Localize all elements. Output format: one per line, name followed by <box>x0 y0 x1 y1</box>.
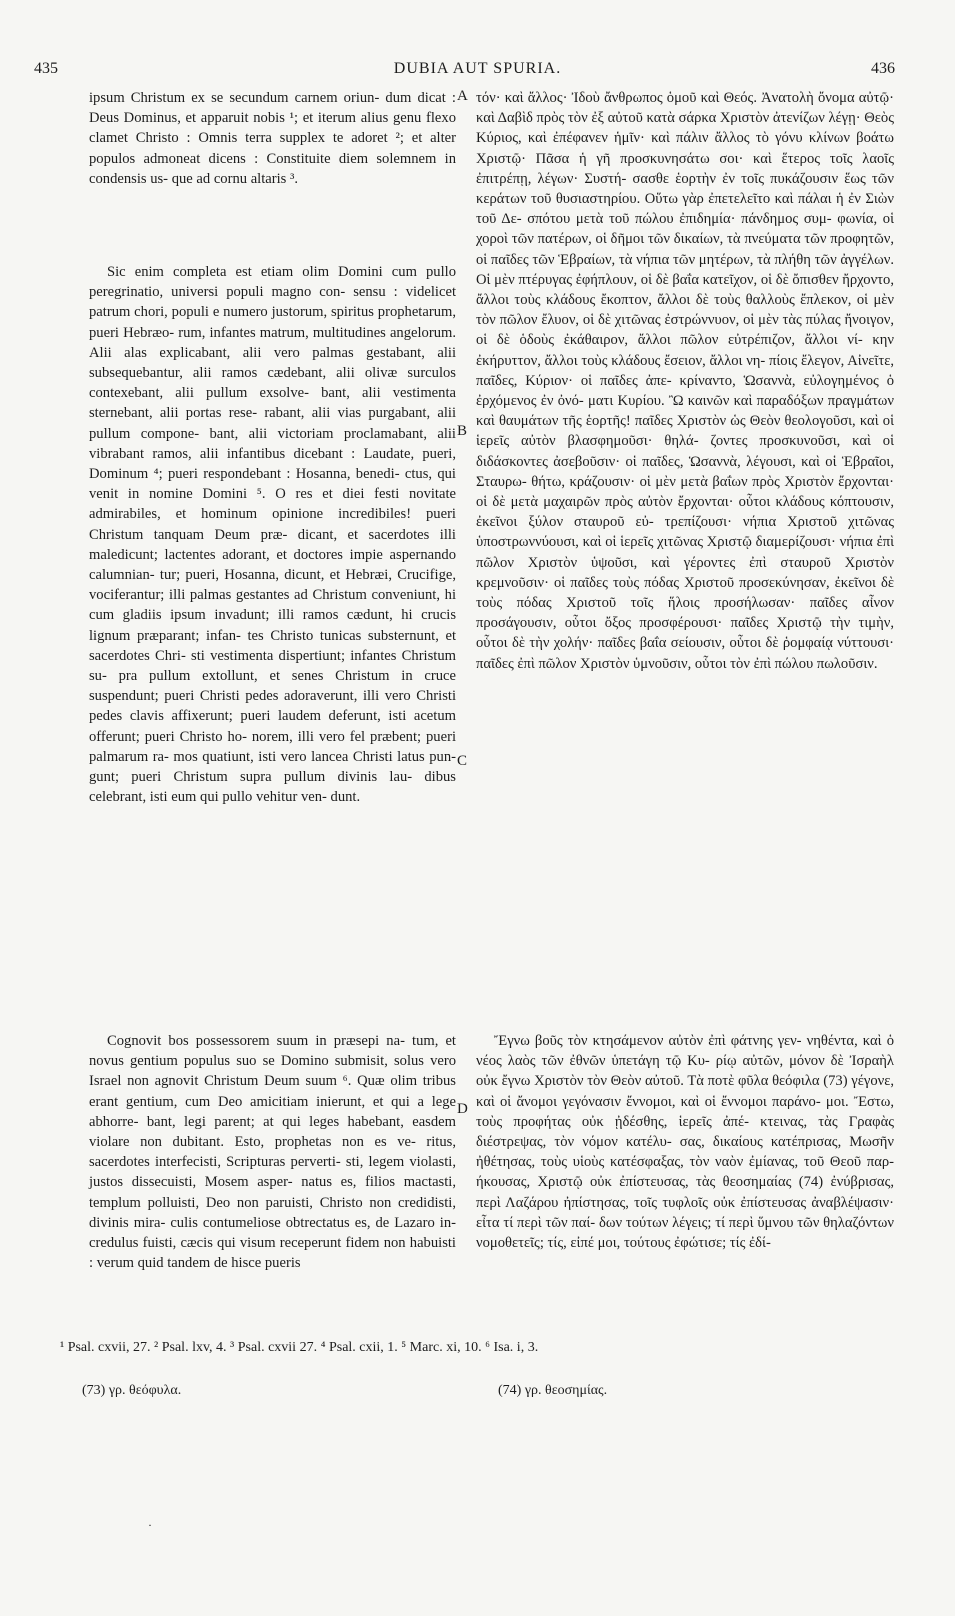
ink-speck: · <box>148 1518 152 1532</box>
greek-paragraph-3: Ἔγνω βοῦς τὸν κτησάμενον αὐτὸν ἐπὶ φάτνης γεν- νηθέντα, καὶ ὁ νέος λαὸς τῶν ἐθνῶν ὑπετάγη τῷ Κυ- ρίῳ αὐτῶν, μόνον δὲ Ἰσραὴλ οὐκ ἔγνω Χριστὸν τὸν Θεὸν αὐτοῦ. Τὰ ποτὲ φῦλα θεόφιλα (73) γέγονε, καὶ οἱ ἄνομοι γεγόνασιν ἔννομοι, καὶ οἱ ἔννομοι παράνο- μοι. Ἔστω, τοὺς προφήτας οὐκ ᾐδέσθης, ἱερεῖς ἀπέ- κτεινας, τὰς Γραφὰς διέστρεψας, τὸν νόμον κατέλυ- σας, δικαίους κατέπρισας, Μωσῆν ἠθέτησας, τοὺς υἱοὺς κατέσφαξας, τὸν ναὸν ἐμίανας, τοῦ Θεοῦ παρ- ήκουσας, Χριστῷ οὐκ ἐπίστευσας, τὰς θεοσημαίας (74) ἐνύβρισας, περὶ Λαζάρου ἠπίστησας, τοῖς τυφλοῖς οὐκ ἐπίστευσας ἀναβλέψασιν· εἶτα τί περὶ τῶν παί- δων τούτων λέγεις; τί περὶ ὕμνου τῶν θηλαζόντων νομοθετεῖς; τίς, εἰπέ μοι, τούτους ἐφώτισε; τίς ἐδί- <box>476 1033 894 1252</box>
margin-marker-a: A <box>457 88 468 104</box>
variant-note-73: (73) γρ. θεόφυλα. <box>82 1383 182 1398</box>
latin-paragraph-1: ipsum Christum ex se secundum carnem oriun- dum dicat : Deus Dominus, et apparuit nobis ¹; et iterum alius genu flexo clamet Christo : Omnis terra supplex te adoret ²; et alter populos admoneat dicens : Constituite diem solemnem in condensis us- que ad cornu altaris ³. <box>89 90 456 187</box>
latin-paragraph-3: Cognovit bos possessorem suum in præsepi na- tum, et novus gentium populus suo se Domino submisit, solus vero Israel non agnovit Christum Deum suum ⁶. Quæ olim tribus erant gentium, cum Deo amicitiam inierunt, et qui a lege abhorre- bant, legi parent; at qui leges habebant, easdem violare non dubitant. Esto, prophetas non es ve- ritus, sacerdotes interfecisti, Scripturas perverti- sti, legem violasti, justos dissecuisti, Mosem asper- natus es, filios mactasti, templum polluisti, Deo non paruisti, Christo non credidisti, divinis mira- culis contumeliose obtrectatus es, de Lazaro in- credulus fuisti, cæcis qui visum receperunt fidem non habuisti : verum quid tandem de hisce pueris <box>89 1033 456 1272</box>
latin-column-middle <box>89 262 456 807</box>
greek-paragraph-1: τόν· καὶ ἄλλος· Ἰδοὺ ἄνθρωπος ὁμοῦ καὶ Θεός. Ἀνατολὴ ὄνομα αὐτῷ· καὶ Δαβὶδ πρὸς τὸν ἐξ αὐτοῦ κατὰ σάρκα Χριστὸν ἀτενίζων λέγῃ· Θεὸς Κύριος, καὶ ἐπέφανεν ἡμῖν· καὶ πάλιν ἄλλος τὸ γόνυ κλίνων βοάτω Χριστῷ· Πᾶσα ἡ γῆ προσκυνησάτω σοι· καὶ ἕτερος τοῖς λαοῖς ἐπιτρέπῃ, λέγων· Συστή- σασθε ἑορτὴν ἐν τοῖς πυκάζουσιν ἕως τῶν κεράτων τοῦ θυσιαστηρίου. Οὕτω γὰρ ἐπετελεῖτο καὶ πάλαι ἡ ἐν Σιὼν τοῦ Δε- σπότου μετὰ τοῦ πώλου ἐπιδημία· πάνδημος συμ- φωνία, οἱ χοροὶ τῶν πατέρων, οἱ δῆμοι τῶν δικαίων, τὰ πνεύματα τῶν προφητῶν, οἱ παῖδες τῶν Ἑβραίων, τὰ νήπια τῶν μητέρων, τὰ πλήθη τῶν ἀγγέλων. Οἱ μὲν πτέρυγας ἐφήπλουν, οἱ δὲ βαΐα κατεῖχον, οἱ δὲ ὄπισθεν ἤρχοντο, ἄλλοι τοὺς κλάδους ἔκοπτον, ἄλλοι δὲ τοὺς θαλλοὺς ἔπλεκον, οἱ μὲν τὸν πῶλον ἔλυον, οἱ δὲ χιτῶνας ἐστρώννυον, οἱ μὲν τὰς πύλας ἤνοιγον, οἱ δὲ ὁδοὺς ἐκάθαιρον, ἄλλοι πῶλον εὐτρέπιζον, ἄλλοι νί- κην ἐκήρυττον, ἄλλοι τοὺς κλάδους ἔσειον, ἄλλοι νη- πίοις ἔλεγον, Αἰνεῖτε, παῖδες, Κύριον· οἱ παῖδες ἀπε- κρίναντο, Ὡσαννὰ, εὐλογημένος ὁ ἐρχόμενος ἐν ὀνό- ματι Κυρίου. Ὢ καινῶν καὶ παραδόξων πραγμάτων καὶ θαυμάτων τῆς ἑορτῆς! παῖδες Χριστὸν ὡς Θεὸν θεολογοῦσι, καὶ οἱ ἱερεῖς αὐτὸν βλασφημοῦσι· θηλά- ζοντες προσκυνοῦσι, καὶ οἱ διδάσκοντες ἀσεβοῦσιν· οἱ παῖδες, Ὡσαννὰ, λέγουσι, καὶ οἱ Ἑβραῖοι, Σταυρω- θήτω, κράζουσιν· οἱ μὲν μετὰ βαΐων πρὸς Χριστὸν ἔρχονται· οἱ δὲ μετὰ μαχαιρῶν πρὸς αὐτὸν ἔρχονται· οὗτοι κλάδους κόπτουσιν, ἐκεῖνοι ξύλον σταυροῦ εὐ- τρεπίζουσι· νήπια Χριστοῦ χιτῶνας ὑποστρωννύουσι, καὶ οἱ ἱερεῖς χιτῶνας Χριστῷ διαμερίζουσι· νήπια ἐπὶ πῶλον Χριστὸν ὑψοῦσι, καὶ γέροντες ἐπὶ σταυροῦ Χριστὸν κρεμνοῦσιν· οἱ παῖδες τοὺς πόδας Χριστοῦ προσεκύνησαν, ἐκεῖνοι δὲ τοὺς πόδας Χριστοῦ τοῖς ἥλοις προσήλωσαν· παῖδες αἶνον προσάγουσιν, οὗτοι ὄξος προσφέρουσι· παῖδες Χριστῷ τὴν τιμὴν, οὗτοι δὲ τὴν χολήν· παῖδες βαΐα σείουσιν, οὗτοι δὲ ῥομφαίᾳ νύττουσι· παῖδες ἐπὶ πῶλον Χριστὸν ὑμνοῦσιν, οὗτοι τὸν ἐπὶ πώλου πωλοῦσιν. <box>476 90 894 672</box>
latin-paragraph-2: Sic enim completa est etiam olim Domini cum pullo peregrinatio, universi populi magno con- sensu : videlicet patrum chori, populi e numero justorum, spiritus prophetarum, pueri Hebræo- rum, infantes matrum, multitudines angelorum. Alii alas explicabant, alii vero palmas gestabant, alii subsequebantur, alii ramos cædebant, alii olivæ surculos contexebant, alii pullum exsolve- bant, alii vestimenta sternebant, alii portas rese- rabant, alii vias purgabant, alii pullum compone- bant, alii victoriam proclamabant, alii vibrabant ramos, alii infantibus dicebant : Laudate, pueri, Dominum ⁴; pueri respondebant : Hosanna, benedi- ctus, qui venit in nomine Domini ⁵. O res et diei festi novitate admirabiles, et hominum opinione incredibiles! pueri Christum tanquam Deum præ- dicant, et sacerdotes illi maledicunt; lactentes adorant, et doctores impie aspernando calumnian- tur; pueri, Hosanna, dicunt, et Hebræi, Crucifige, vociferantur; illi palmas gestantes ad Christum conveniunt, hi cum gladiis ipsum invadunt; illi ramos cædunt, hi crucis lignum præparant; infan- tes Christo tunicas substernunt, et sacerdotes Chri- sti vestimenta dispertiunt; infantes Christum su- pra pullum extollunt, et senes Christum in cruce suspendunt; pueri Christi pedes adoraverunt, illi vero Christi pedes clavis affixerunt; pueri laudem deferunt, isti acetum offerunt; pueri Christo ho- norem, illi vero fel præbent; pueri palmarum ra- mos quatiunt, isti vero lancea Christi latus pun- gunt; pueri Christum supra pullum divinis lau- dibus celebrant, isti eum qui pullo vehitur ven- dunt. <box>89 264 456 806</box>
latin-column-bottom <box>89 1031 456 1273</box>
greek-column-top <box>476 88 894 674</box>
left-page-number: 435 <box>34 60 58 77</box>
running-head: DUBIA AUT SPURIA. <box>393 60 562 77</box>
latin-column-top <box>89 88 456 189</box>
page-header <box>0 60 955 84</box>
right-page-number: 436 <box>871 60 895 77</box>
margin-marker-c: C <box>457 753 468 769</box>
footnotes: ¹ Psal. cxvii, 27. ² Psal. lxv, 4. ³ Psal. cxvii 27. ⁴ Psal. cxii, 1. ⁵ Marc. xi, 10. ⁶ Isa. i, 3. <box>60 1340 539 1355</box>
margin-marker-b: B <box>457 423 468 439</box>
margin-marker-d: D <box>457 1101 468 1117</box>
variant-note-74: (74) γρ. θεοσημίας. <box>498 1383 608 1398</box>
greek-column-bottom <box>476 1031 894 1253</box>
